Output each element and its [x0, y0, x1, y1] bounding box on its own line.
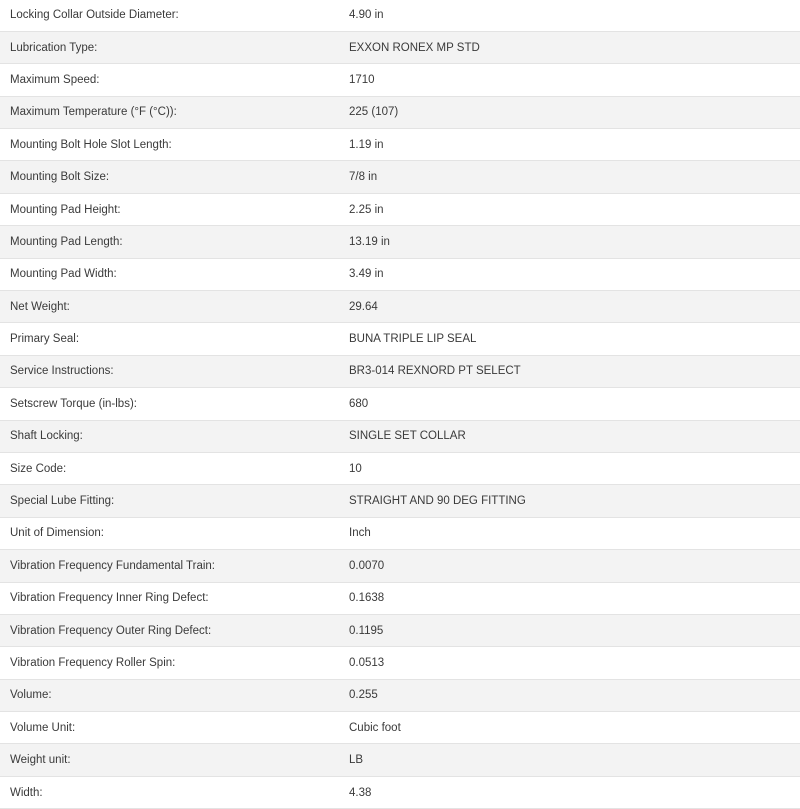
spec-value: Inch [349, 527, 371, 540]
spec-label: Volume Unit: [10, 721, 76, 734]
spec-value: STRAIGHT AND 90 DEG FITTING [349, 495, 526, 508]
spec-row [0, 744, 800, 776]
spec-row [0, 323, 800, 355]
spec-value: 0.0070 [349, 559, 385, 572]
spec-row [0, 64, 800, 96]
spec-row [0, 96, 800, 128]
spec-label: Primary Seal: [10, 333, 80, 346]
spec-label: Vibration Frequency Fundamental Train: [10, 559, 215, 572]
spec-row [0, 485, 800, 517]
spec-value: 680 [349, 397, 369, 410]
spec-value: LB [349, 754, 364, 767]
spec-row [0, 420, 800, 452]
spec-label: Weight unit: [10, 754, 71, 767]
spec-row [0, 452, 800, 484]
spec-value: 7/8 in [349, 171, 378, 184]
spec-row [0, 517, 800, 549]
spec-row [0, 193, 800, 225]
spec-label: Mounting Bolt Size: [10, 171, 110, 184]
spec-label: Mounting Pad Height: [10, 203, 121, 216]
spec-row [0, 614, 800, 646]
spec-value: 3.49 in [349, 268, 384, 281]
spec-value: 4.90 in [349, 8, 384, 21]
spec-row [0, 129, 800, 161]
spec-row [0, 161, 800, 193]
spec-label: Width: [10, 786, 43, 799]
spec-row [0, 226, 800, 258]
spec-value: 29.64 [349, 300, 378, 313]
spec-value: 0.0513 [349, 657, 385, 669]
spec-label: Size Code: [10, 462, 67, 475]
spec-row [0, 582, 800, 614]
spec-label: Maximum Speed: [10, 73, 100, 86]
spec-label: Mounting Bolt Hole Slot Length: [10, 138, 172, 151]
spec-value: 0.1195 [349, 624, 384, 637]
spec-row [0, 647, 800, 679]
spec-label: Unit of Dimension: [10, 527, 104, 540]
spec-value: 1710 [349, 73, 375, 86]
spec-label: Special Lube Fitting: [10, 495, 115, 508]
spec-row [0, 550, 800, 582]
spec-value: SINGLE SET COLLAR [349, 430, 466, 443]
spec-label: Net Weight: [10, 300, 70, 313]
spec-value: 4.38 [349, 786, 372, 799]
spec-value: 13.19 in [349, 235, 390, 248]
spec-row [0, 776, 800, 808]
spec-row [0, 355, 800, 387]
spec-label: Volume: [10, 689, 52, 702]
spec-value: Cubic foot [349, 721, 401, 734]
spec-value: 225 (107) [349, 106, 399, 119]
spec-row [0, 258, 800, 290]
spec-label: Lubrication Type: [10, 41, 98, 54]
spec-label: Vibration Frequency Roller Spin: [10, 657, 176, 669]
spec-label: Mounting Pad Width: [10, 268, 117, 281]
spec-row [0, 0, 800, 31]
spec-label: Setscrew Torque (in-lbs): [10, 397, 137, 410]
spec-label: Shaft Locking: [10, 430, 83, 443]
spec-row [0, 388, 800, 420]
spec-label: Vibration Frequency Outer Ring Defect: [10, 624, 212, 637]
spec-label: Maximum Temperature (°F (°C)): [10, 106, 177, 119]
spec-value: 0.1638 [349, 592, 385, 605]
spec-value: 1.19 in [349, 138, 384, 151]
spec-value: 2.25 in [349, 203, 384, 216]
spec-row [0, 712, 800, 744]
spec-value: 10 [349, 462, 362, 475]
spec-value: EXXON RONEX MP STD [349, 41, 480, 54]
spec-label: Vibration Frequency Inner Ring Defect: [10, 592, 209, 605]
spec-label: Service Instructions: [10, 365, 114, 378]
spec-value: BR3-014 REXNORD PT SELECT [349, 365, 521, 378]
spec-row [0, 31, 800, 63]
spec-value: 0.255 [349, 689, 378, 702]
spec-label: Locking Collar Outside Diameter: [10, 8, 179, 21]
spec-value: BUNA TRIPLE LIP SEAL [349, 333, 477, 346]
spec-row [0, 291, 800, 323]
spec-row [0, 679, 800, 711]
spec-label: Mounting Pad Length: [10, 235, 123, 248]
